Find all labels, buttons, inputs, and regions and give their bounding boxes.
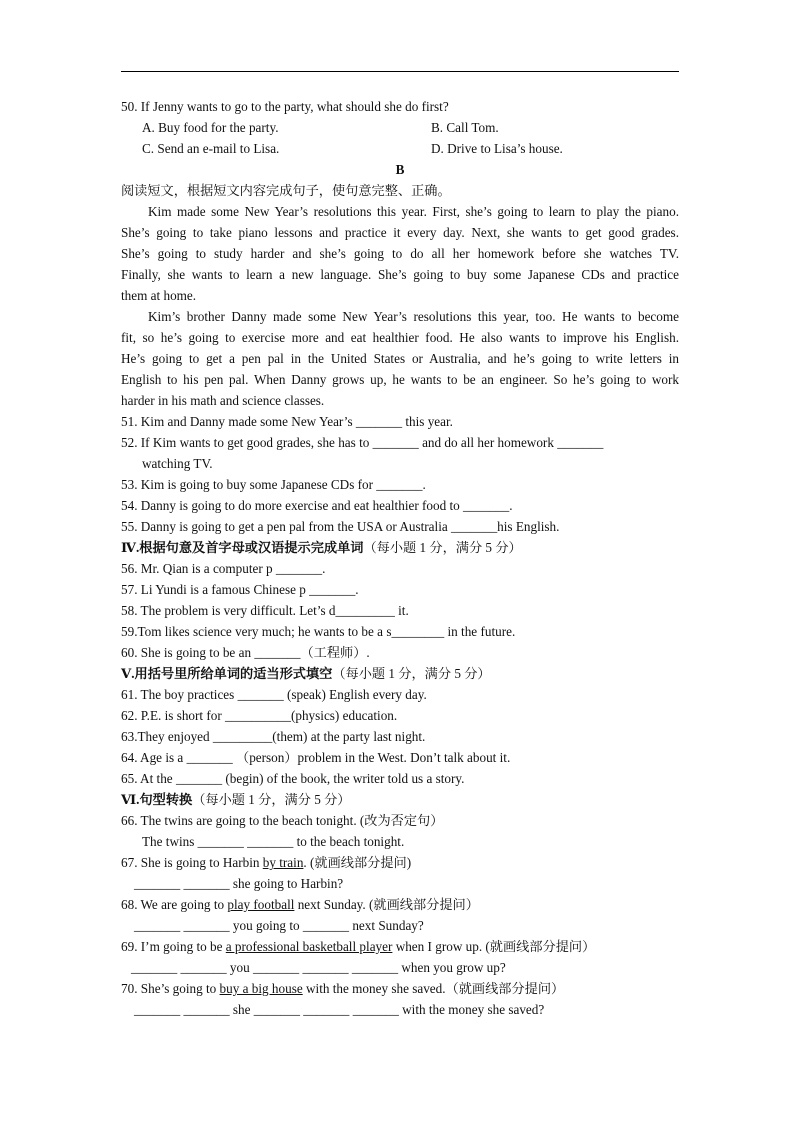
question-69 bbox=[121, 938, 681, 955]
question-70-before: 70. She’s going to bbox=[121, 981, 220, 996]
question-68 bbox=[121, 896, 681, 913]
question-65: 65. At the _______ (begin) of the book, the writer told us a story. bbox=[121, 771, 465, 786]
passage-line: He’s going to get a pen pal in the United States or Australia, and he’s going to write letters in bbox=[121, 351, 679, 366]
question-67-underlined: by train bbox=[262, 855, 304, 870]
passage-line: She’s going to take piano lessons and practice it every day. Next, she wants to get good grades. bbox=[121, 225, 679, 240]
question-60: 60. She is going to be an _______（工程师）. bbox=[121, 645, 370, 660]
section-5-heading bbox=[121, 665, 681, 682]
question-70-after: with the money she saved.（就画线部分提问） bbox=[302, 981, 565, 996]
question-57: 57. Li Yundi is a famous Chinese p _______. bbox=[121, 582, 359, 597]
q50-option-c: C. Send an e-mail to Lisa. bbox=[142, 141, 280, 156]
question-67 bbox=[121, 854, 681, 871]
question-56: 56. Mr. Qian is a computer p _______. bbox=[121, 561, 326, 576]
passage-line: Finally, she wants to learn a new language. She’s going to buy some Japanese CDs and practice bbox=[121, 267, 679, 282]
question-68-after: next Sunday. (就画线部分提问） bbox=[294, 897, 479, 912]
question-63: 63.They enjoyed _________(them) at the party last night. bbox=[121, 729, 426, 744]
question-68-before: 68. We are going to bbox=[121, 897, 228, 912]
question-53: 53. Kim is going to buy some Japanese CDs for _______. bbox=[121, 477, 426, 492]
question-68-answer: _______ _______ you going to _______ next Sunday? bbox=[134, 918, 424, 933]
passage-line: fit, so he’s going to exercise more and eat healthier food. He also wants to improve his English. bbox=[121, 330, 679, 345]
q50-option-b: B. Call Tom. bbox=[431, 120, 499, 135]
section-5-note: （每小题 1 分，满分 5 分） bbox=[332, 666, 491, 681]
question-70-answer: _______ _______ she _______ _______ _______ with the money she saved? bbox=[134, 1002, 545, 1017]
question-67-after: . (就画线部分提问) bbox=[303, 855, 412, 870]
section-4-title: Ⅳ.根据句意及首字母或汉语提示完成单词 bbox=[121, 540, 364, 555]
section-5-title: Ⅴ.用括号里所给单词的适当形式填空 bbox=[121, 666, 333, 681]
question-69-before: 69. I’m going to be bbox=[121, 939, 226, 954]
question-61: 61. The boy practices _______ (speak) English every day. bbox=[121, 687, 427, 702]
question-67-answer: _______ _______ she going to Harbin? bbox=[134, 876, 344, 891]
question-70 bbox=[121, 980, 681, 997]
question-62: 62. P.E. is short for __________(physics) education. bbox=[121, 708, 398, 723]
passage-line: Kim made some New Year’s resolutions this year. First, she’s going to learn to play the piano. bbox=[148, 204, 679, 219]
section-6-heading bbox=[121, 791, 681, 808]
question-69-answer: _______ _______ you _______ _______ _______ when you grow up? bbox=[131, 960, 506, 975]
question-52: 52. If Kim wants to get good grades, she has to _______ and do all her homework _______ bbox=[121, 435, 604, 450]
section-6-note: （每小题 1 分，满分 5 分） bbox=[192, 792, 351, 807]
question-54: 54. Danny is going to do more exercise and eat healthier food to _______. bbox=[121, 498, 513, 513]
passage-line: English to his pen pal. When Danny grows up, he wants to be an engineer. So he’s going to work bbox=[121, 372, 679, 387]
section-b-heading: B bbox=[395, 162, 405, 177]
question-70-underlined: buy a big house bbox=[219, 981, 303, 996]
question-69-after: when I grow up. (就画线部分提问） bbox=[392, 939, 596, 954]
passage-line: harder in his math and science classes. bbox=[121, 393, 325, 408]
passage-line: She’s going to study harder and she’s going to do all her homework before she watches TV. bbox=[121, 246, 679, 261]
question-66-answer: The twins _______ _______ to the beach tonight. bbox=[142, 834, 405, 849]
question-52-continued: watching TV. bbox=[142, 456, 213, 471]
question-55: 55. Danny is going to get a pen pal from the USA or Australia _______his English. bbox=[121, 519, 560, 534]
passage-line: them at home. bbox=[121, 288, 197, 303]
question-51: 51. Kim and Danny made some New Year’s _______ this year. bbox=[121, 414, 453, 429]
question-59: 59.Tom likes science very much; he wants to be a s________ in the future. bbox=[121, 624, 516, 639]
q50-option-d: D. Drive to Lisa’s house. bbox=[431, 141, 563, 156]
section-4-heading bbox=[121, 539, 681, 556]
section-b-instruction: 阅读短文，根据短文内容完成句子，使句意完整、正确。 bbox=[121, 183, 451, 198]
section-6-title: Ⅵ.句型转换 bbox=[121, 792, 193, 807]
passage-line: Kim’s brother Danny made some New Year’s resolutions this year, too. He wants to become bbox=[148, 309, 679, 324]
section-4-note: （每小题 1 分，满分 5 分） bbox=[363, 540, 522, 555]
q50-option-a: A. Buy food for the party. bbox=[142, 120, 279, 135]
top-rule bbox=[121, 71, 679, 72]
q50-text: 50. If Jenny wants to go to the party, what should she do first? bbox=[121, 99, 449, 114]
question-67-before: 67. She is going to Harbin bbox=[121, 855, 263, 870]
question-58: 58. The problem is very difficult. Let’s d_________ it. bbox=[121, 603, 409, 618]
question-64: 64. Age is a _______ （person）problem in the West. Don’t talk about it. bbox=[121, 750, 511, 765]
question-69-underlined: a professional basketball player bbox=[225, 939, 393, 954]
question-66: 66. The twins are going to the beach tonight. (改为否定句） bbox=[121, 813, 444, 828]
question-68-underlined: play football bbox=[227, 897, 295, 912]
